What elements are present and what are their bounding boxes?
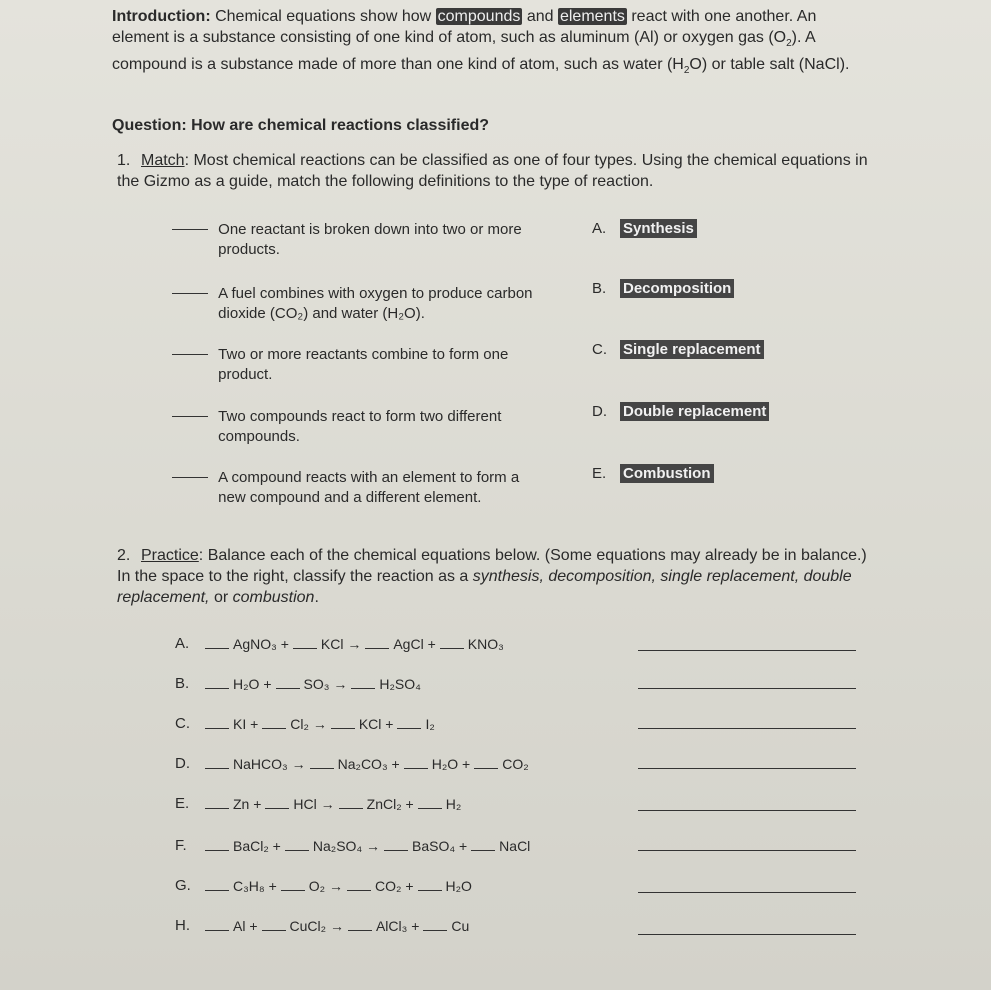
answer-blank[interactable] [172,477,208,478]
highlight-compounds: compounds [437,8,521,25]
equation-term: NaHCO₃ → [233,756,306,772]
coefficient-blank[interactable] [339,808,363,809]
coefficient-blank[interactable] [331,728,355,729]
equation-term: H₂O + [233,676,272,692]
equation-term: CO₂ [502,756,529,772]
classification-answer-line[interactable] [638,688,856,689]
intro-text: Chemical equations show how [210,8,436,25]
option-label: Decomposition [620,279,734,298]
option-single-replacement [592,341,764,358]
equation-letter: H. [175,917,190,934]
introduction-paragraph [112,6,872,81]
equation-term: CO₂ + [375,878,414,894]
equation-term: H₂O [445,878,472,894]
equation-row [175,874,476,894]
equation-term: BaSO₄ + [412,838,468,854]
equation-term: KI + [233,716,259,732]
q2-text: : Balance each of the chemical equations below. (Some equations may already be in balance.) In the space to the right, classify the reaction as a [117,547,867,585]
equation-term: Zn + [233,796,262,812]
classification-answer-line[interactable] [638,810,856,811]
equation-letter: B. [175,675,190,692]
coefficient-blank[interactable] [205,728,229,729]
intro-text: and [522,8,558,25]
equation-row [175,752,533,772]
equation-row [175,632,508,652]
equation-term: AgNO₃ + [233,636,289,652]
classification-answer-line[interactable] [638,892,856,893]
q1-number: 1. [117,152,131,169]
coefficient-blank[interactable] [384,850,408,851]
intro-text: react with one another. An element is a substance consisting of one kind of atom, such as aluminum (Al) or oxygen gas (O [112,8,817,46]
coefficient-blank[interactable] [423,930,447,931]
coefficient-blank[interactable] [265,808,289,809]
equation-term: AgCl + [393,636,436,652]
answer-blank[interactable] [172,293,208,294]
coefficient-blank[interactable] [205,930,229,931]
equation-term: KCl + [358,716,394,732]
classification-answer-line[interactable] [638,934,856,935]
equation-term: H₂ [445,796,462,812]
equation-term: HCl → [293,796,335,812]
equation-row [175,914,473,934]
match-item [172,284,538,324]
definition-text: A fuel combines with oxygen to produce carbon dioxide (CO₂) and water (H₂O). [218,285,533,322]
option-label: Double replacement [620,402,769,421]
coefficient-blank[interactable] [418,890,442,891]
equation-term: H₂SO₄ [379,676,421,692]
coefficient-blank[interactable] [262,930,286,931]
option-combustion [592,465,714,482]
equation-term: Na₂CO₃ + [337,756,400,772]
coefficient-blank[interactable] [365,648,389,649]
coefficient-blank[interactable] [205,890,229,891]
classification-answer-line[interactable] [638,768,856,769]
option-label: Single replacement [620,340,764,359]
coefficient-blank[interactable] [440,648,464,649]
coefficient-blank[interactable] [397,728,421,729]
answer-blank[interactable] [172,354,208,355]
coefficient-blank[interactable] [404,768,428,769]
match-item [172,468,538,508]
equation-term: Cl₂ → [290,716,327,732]
highlight-elements: elements [559,8,625,25]
q2-italic: combustion [232,589,315,606]
option-decomposition [592,280,734,297]
coefficient-blank[interactable] [281,890,305,891]
coefficient-blank[interactable] [205,768,229,769]
equation-row [175,672,425,692]
classification-answer-line[interactable] [638,850,856,851]
equation-term: KNO₃ [467,636,504,652]
equation-term: H₂O + [431,756,471,772]
equation-letter: D. [175,755,190,772]
intro-text: O) or table salt (NaCl). [689,56,850,74]
answer-blank[interactable] [172,229,208,230]
equation-term: O₂ → [308,878,344,894]
coefficient-blank[interactable] [262,728,286,729]
equation-term: ZnCl₂ + [366,796,414,812]
equation-term: C₃H₈ + [233,878,277,894]
q2-label: Practice [141,547,199,564]
answer-blank[interactable] [172,416,208,417]
q1-text: : Most chemical reactions can be classified as one of four types. Using the chemical equations in the Gizmo as a guide, match the following definitions to the type of reaction. [117,152,868,190]
option-letter: C. [592,341,607,358]
equation-row [175,834,534,854]
coefficient-blank[interactable] [418,808,442,809]
intro-text: ). A compound is a substance made of more than one kind of atom, such as water (H [112,29,815,74]
q1-label: Match [141,152,185,169]
match-item [172,407,538,447]
q2-text: or [209,589,233,606]
definition-text: Two compounds react to form two different compounds. [218,408,502,445]
coefficient-blank[interactable] [205,808,229,809]
coefficient-blank[interactable] [205,648,229,649]
q1-prompt [117,150,877,192]
definition-text: Two or more reactants combine to form one product. [218,346,509,383]
equation-term: BaCl₂ + [233,838,281,854]
option-double-replacement [592,403,769,420]
option-synthesis [592,220,697,237]
intro-sub: 2 [683,65,690,77]
option-letter: D. [592,403,607,420]
intro-label: Introduction: [112,8,211,25]
coefficient-blank[interactable] [205,688,229,689]
equation-letter: E. [175,795,190,812]
coefficient-blank[interactable] [310,768,334,769]
equation-term: Al + [233,918,258,934]
coefficient-blank[interactable] [347,890,371,891]
equation-term: CuCl₂ → [289,918,344,934]
option-label: Synthesis [620,219,697,238]
coefficient-blank[interactable] [285,850,309,851]
option-label: Combustion [620,464,714,483]
q2-number: 2. [117,547,131,564]
option-letter: A. [592,220,607,237]
q2-prompt [117,545,877,608]
coefficient-blank[interactable] [471,850,495,851]
intro-sub: 2 [786,38,792,50]
equation-letter: C. [175,715,190,732]
equation-term: Na₂SO₄ → [312,838,381,854]
classification-answer-line[interactable] [638,650,856,651]
equation-row [175,712,439,732]
match-item [172,220,538,260]
match-item [172,345,538,385]
option-letter: B. [592,280,607,297]
coefficient-blank[interactable] [293,648,317,649]
equation-term: SO₃ → [303,676,348,692]
equation-letter: A. [175,635,190,652]
option-letter: E. [592,465,607,482]
classification-answer-line[interactable] [638,728,856,729]
question-heading: Question: How are chemical reactions classified? [112,117,490,134]
equation-row [175,792,465,812]
definition-text: One reactant is broken down into two or more products. [218,221,522,258]
equation-letter: G. [175,877,191,894]
coefficient-blank[interactable] [351,688,375,689]
equation-letter: F. [175,837,187,854]
coefficient-blank[interactable] [205,850,229,851]
q2-italic: synthesis, decomposition, single replacement, double replacement, [117,568,852,606]
equation-term: AlCl₃ + [375,918,420,934]
coefficient-blank[interactable] [474,768,498,769]
equation-term: Cu [451,918,470,934]
equation-term: I₂ [425,716,435,732]
equation-term: KCl → [320,636,362,652]
equation-term: NaCl [499,838,531,854]
q2-text: . [314,589,319,606]
coefficient-blank[interactable] [348,930,372,931]
definition-text: A compound reacts with an element to form a new compound and a different element. [218,469,520,506]
coefficient-blank[interactable] [276,688,300,689]
